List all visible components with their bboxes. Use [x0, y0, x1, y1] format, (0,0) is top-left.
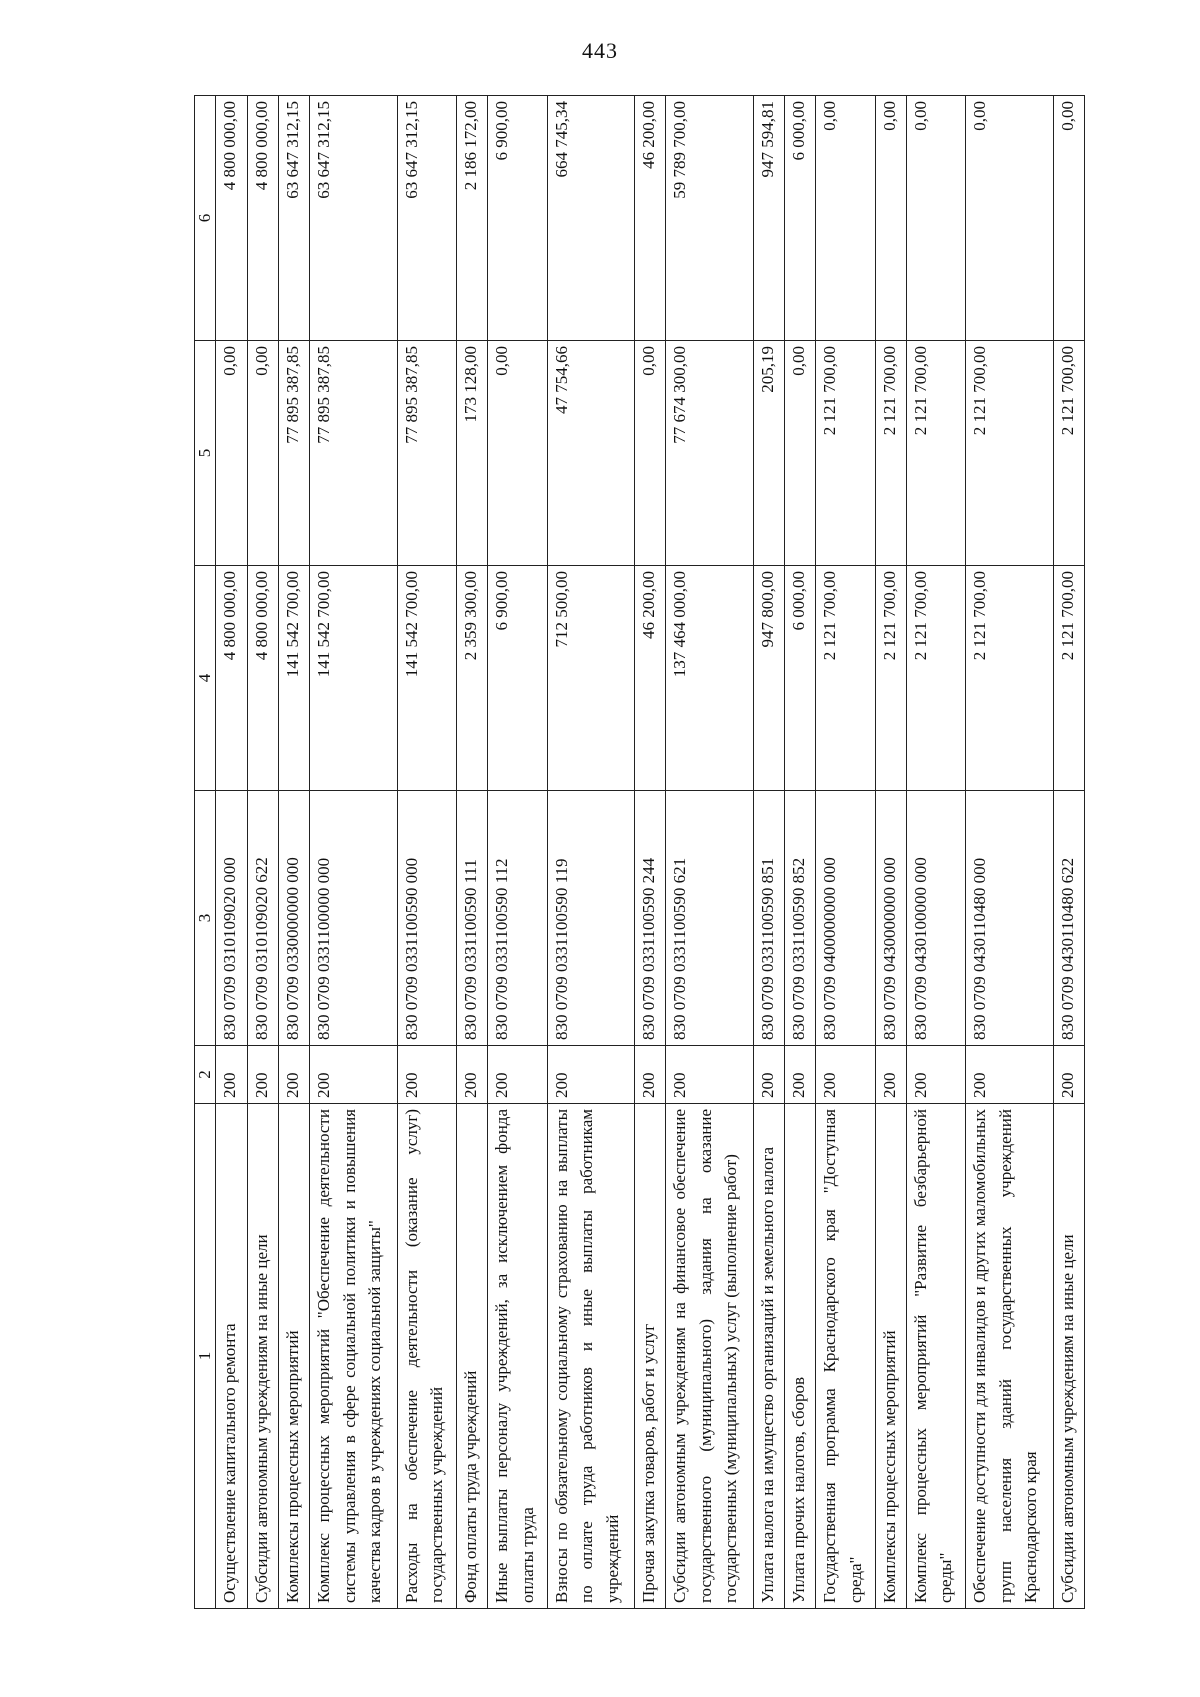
column-4-amount-cell: 141 542 700,00 — [279, 566, 310, 791]
column-4-amount-cell: 141 542 700,00 — [310, 566, 397, 791]
page-number: 443 — [582, 38, 618, 63]
item-name-cell: Комплексы процессных мероприятий — [875, 1104, 906, 1609]
header-col-2: 2 — [195, 1046, 216, 1104]
column-2-cell: 200 — [634, 1046, 665, 1104]
column-5-amount-cell: 0,00 — [784, 341, 815, 566]
column-2-cell: 200 — [666, 1046, 753, 1104]
column-6-amount-cell: 46 200,00 — [634, 96, 665, 341]
table-body — [216, 96, 1085, 1609]
budget-code-cell: 830 0709 0310109020 000 — [216, 791, 247, 1046]
column-2-cell: 200 — [816, 1046, 875, 1104]
column-6-amount-cell: 4 800 000,00 — [216, 96, 247, 341]
item-name-cell: Комплексы процессных мероприятий — [279, 1104, 310, 1609]
table-row — [547, 96, 634, 1609]
table-row — [488, 96, 547, 1609]
budget-code-cell: 830 0709 0430100000 000 — [906, 791, 965, 1046]
budget-code-cell: 830 0709 0330000000 000 — [279, 791, 310, 1046]
column-4-amount-cell: 4 800 000,00 — [216, 566, 247, 791]
table-row — [966, 96, 1053, 1609]
budget-code-cell: 830 0709 0331100590 119 — [547, 791, 634, 1046]
header-col-5: 5 — [195, 341, 216, 566]
column-5-amount-cell: 0,00 — [247, 341, 278, 566]
item-name-cell: Уплата прочих налогов, сборов — [784, 1104, 815, 1609]
column-2-cell: 200 — [488, 1046, 547, 1104]
column-4-amount-cell: 712 500,00 — [547, 566, 634, 791]
column-4-amount-cell: 2 121 700,00 — [966, 566, 1053, 791]
column-4-amount-cell: 947 800,00 — [753, 566, 784, 791]
budget-table — [194, 95, 1085, 1609]
column-2-cell: 200 — [547, 1046, 634, 1104]
item-name-cell: Субсидии автономным учреждениям на иные цели — [247, 1104, 278, 1609]
item-name-cell: Комплекс процессных мероприятий "Обеспечение деятельности системы управления в сфере социальной политики и повышения качества кадров в учреждениях социальной защиты" — [310, 1104, 397, 1609]
column-2-cell: 200 — [906, 1046, 965, 1104]
item-name-cell: Уплата налога на имущество организаций и земельного налога — [753, 1104, 784, 1609]
item-name-cell: Комплекс процессных мероприятий "Развитие безбарьерной среды" — [906, 1104, 965, 1609]
column-2-cell: 200 — [966, 1046, 1053, 1104]
column-2-cell: 200 — [310, 1046, 397, 1104]
item-name-cell: Осуществление капитального ремонта — [216, 1104, 247, 1609]
column-6-amount-cell: 63 647 312,15 — [279, 96, 310, 341]
budget-code-cell: 830 0709 0430110480 000 — [966, 791, 1053, 1046]
column-4-amount-cell: 2 121 700,00 — [1053, 566, 1084, 791]
table-row — [816, 96, 875, 1609]
column-6-amount-cell: 0,00 — [906, 96, 965, 341]
column-5-amount-cell: 0,00 — [488, 341, 547, 566]
column-4-amount-cell: 4 800 000,00 — [247, 566, 278, 791]
column-2-cell: 200 — [457, 1046, 488, 1104]
table-row — [310, 96, 397, 1609]
column-5-amount-cell: 173 128,00 — [457, 341, 488, 566]
column-6-amount-cell: 6 900,00 — [488, 96, 547, 341]
column-6-amount-cell: 59 789 700,00 — [666, 96, 753, 341]
column-2-cell: 200 — [279, 1046, 310, 1104]
column-2-cell: 200 — [216, 1046, 247, 1104]
column-4-amount-cell: 141 542 700,00 — [397, 566, 456, 791]
column-4-amount-cell: 46 200,00 — [634, 566, 665, 791]
item-name-cell: Субсидии автономным учреждениям на финансовое обеспечение государственного (муниципального) задания на оказание государственных (муниципальных) услуг (выполнение работ) — [666, 1104, 753, 1609]
column-4-amount-cell: 2 121 700,00 — [906, 566, 965, 791]
header-col-6: 6 — [195, 96, 216, 341]
column-6-amount-cell: 2 186 172,00 — [457, 96, 488, 341]
table-row — [753, 96, 784, 1609]
column-4-amount-cell: 6 000,00 — [784, 566, 815, 791]
budget-code-cell: 830 0709 0400000000 000 — [816, 791, 875, 1046]
table-row — [397, 96, 456, 1609]
table-row — [1053, 96, 1084, 1609]
budget-code-cell: 830 0709 0331100000 000 — [310, 791, 397, 1046]
item-name-cell: Фонд оплаты труда учреждений — [457, 1104, 488, 1609]
column-5-amount-cell: 2 121 700,00 — [875, 341, 906, 566]
column-5-amount-cell: 2 121 700,00 — [906, 341, 965, 566]
budget-code-cell: 830 0709 0430110480 622 — [1053, 791, 1084, 1046]
column-4-amount-cell: 2 121 700,00 — [875, 566, 906, 791]
item-name-cell: Государственная программа Краснодарского края "Доступная среда" — [816, 1104, 875, 1609]
item-name-cell: Субсидии автономным учреждениям на иные цели — [1053, 1104, 1084, 1609]
item-name-cell: Расходы на обеспечение деятельности (оказание услуг) государственных учреждений — [397, 1104, 456, 1609]
table-row — [216, 96, 247, 1609]
table-row — [875, 96, 906, 1609]
header-col-3: 3 — [195, 791, 216, 1046]
column-4-amount-cell: 6 900,00 — [488, 566, 547, 791]
column-4-amount-cell: 137 464 000,00 — [666, 566, 753, 791]
column-2-cell: 200 — [1053, 1046, 1084, 1104]
rotated-table-container — [194, 96, 1085, 1609]
table-row — [666, 96, 753, 1609]
column-5-amount-cell: 2 121 700,00 — [816, 341, 875, 566]
budget-code-cell: 830 0709 0331100590 852 — [784, 791, 815, 1046]
budget-code-cell: 830 0709 0310109020 622 — [247, 791, 278, 1046]
column-6-amount-cell: 664 745,34 — [547, 96, 634, 341]
budget-code-cell: 830 0709 0331100590 000 — [397, 791, 456, 1046]
column-5-amount-cell: 205,19 — [753, 341, 784, 566]
column-6-amount-cell: 0,00 — [875, 96, 906, 341]
item-name-cell: Обеспечение доступности для инвалидов и других маломобильных групп населения зданий государственных учреждений Краснодарского края — [966, 1104, 1053, 1609]
column-2-cell: 200 — [397, 1046, 456, 1104]
column-5-amount-cell: 77 895 387,85 — [279, 341, 310, 566]
column-5-amount-cell: 77 895 387,85 — [310, 341, 397, 566]
item-name-cell: Прочая закупка товаров, работ и услуг — [634, 1104, 665, 1609]
column-6-amount-cell: 4 800 000,00 — [247, 96, 278, 341]
column-6-amount-cell: 63 647 312,15 — [397, 96, 456, 341]
column-6-amount-cell: 0,00 — [966, 96, 1053, 341]
header-col-4: 4 — [195, 566, 216, 791]
column-5-amount-cell: 0,00 — [634, 341, 665, 566]
column-6-amount-cell: 0,00 — [1053, 96, 1084, 341]
budget-code-cell: 830 0709 0331100590 851 — [753, 791, 784, 1046]
budget-code-cell: 830 0709 0331100590 111 — [457, 791, 488, 1046]
table-row — [634, 96, 665, 1609]
column-6-amount-cell: 0,00 — [816, 96, 875, 341]
table-row — [457, 96, 488, 1609]
column-5-amount-cell: 77 674 300,00 — [666, 341, 753, 566]
table-row — [247, 96, 278, 1609]
table-header-row — [195, 96, 216, 1609]
column-6-amount-cell: 63 647 312,15 — [310, 96, 397, 341]
budget-code-cell: 830 0709 0331100590 621 — [666, 791, 753, 1046]
column-4-amount-cell: 2 121 700,00 — [816, 566, 875, 791]
table-row — [279, 96, 310, 1609]
column-5-amount-cell: 2 121 700,00 — [966, 341, 1053, 566]
column-2-cell: 200 — [753, 1046, 784, 1104]
header-col-1: 1 — [195, 1104, 216, 1609]
column-5-amount-cell: 2 121 700,00 — [1053, 341, 1084, 566]
column-4-amount-cell: 2 359 300,00 — [457, 566, 488, 791]
column-6-amount-cell: 6 000,00 — [784, 96, 815, 341]
column-5-amount-cell: 47 754,66 — [547, 341, 634, 566]
column-6-amount-cell: 947 594,81 — [753, 96, 784, 341]
column-2-cell: 200 — [247, 1046, 278, 1104]
column-2-cell: 200 — [875, 1046, 906, 1104]
column-2-cell: 200 — [784, 1046, 815, 1104]
budget-code-cell: 830 0709 0331100590 244 — [634, 791, 665, 1046]
column-5-amount-cell: 0,00 — [216, 341, 247, 566]
table-row — [906, 96, 965, 1609]
table-row — [784, 96, 815, 1609]
budget-code-cell: 830 0709 0331100590 112 — [488, 791, 547, 1046]
item-name-cell: Взносы по обязательному социальному страхованию на выплаты по оплате труда работников и иные выплаты работникам учреждений — [547, 1104, 634, 1609]
budget-code-cell: 830 0709 0430000000 000 — [875, 791, 906, 1046]
item-name-cell: Иные выплаты персоналу учреждений, за исключением фонда оплаты труда — [488, 1104, 547, 1609]
column-5-amount-cell: 77 895 387,85 — [397, 341, 456, 566]
